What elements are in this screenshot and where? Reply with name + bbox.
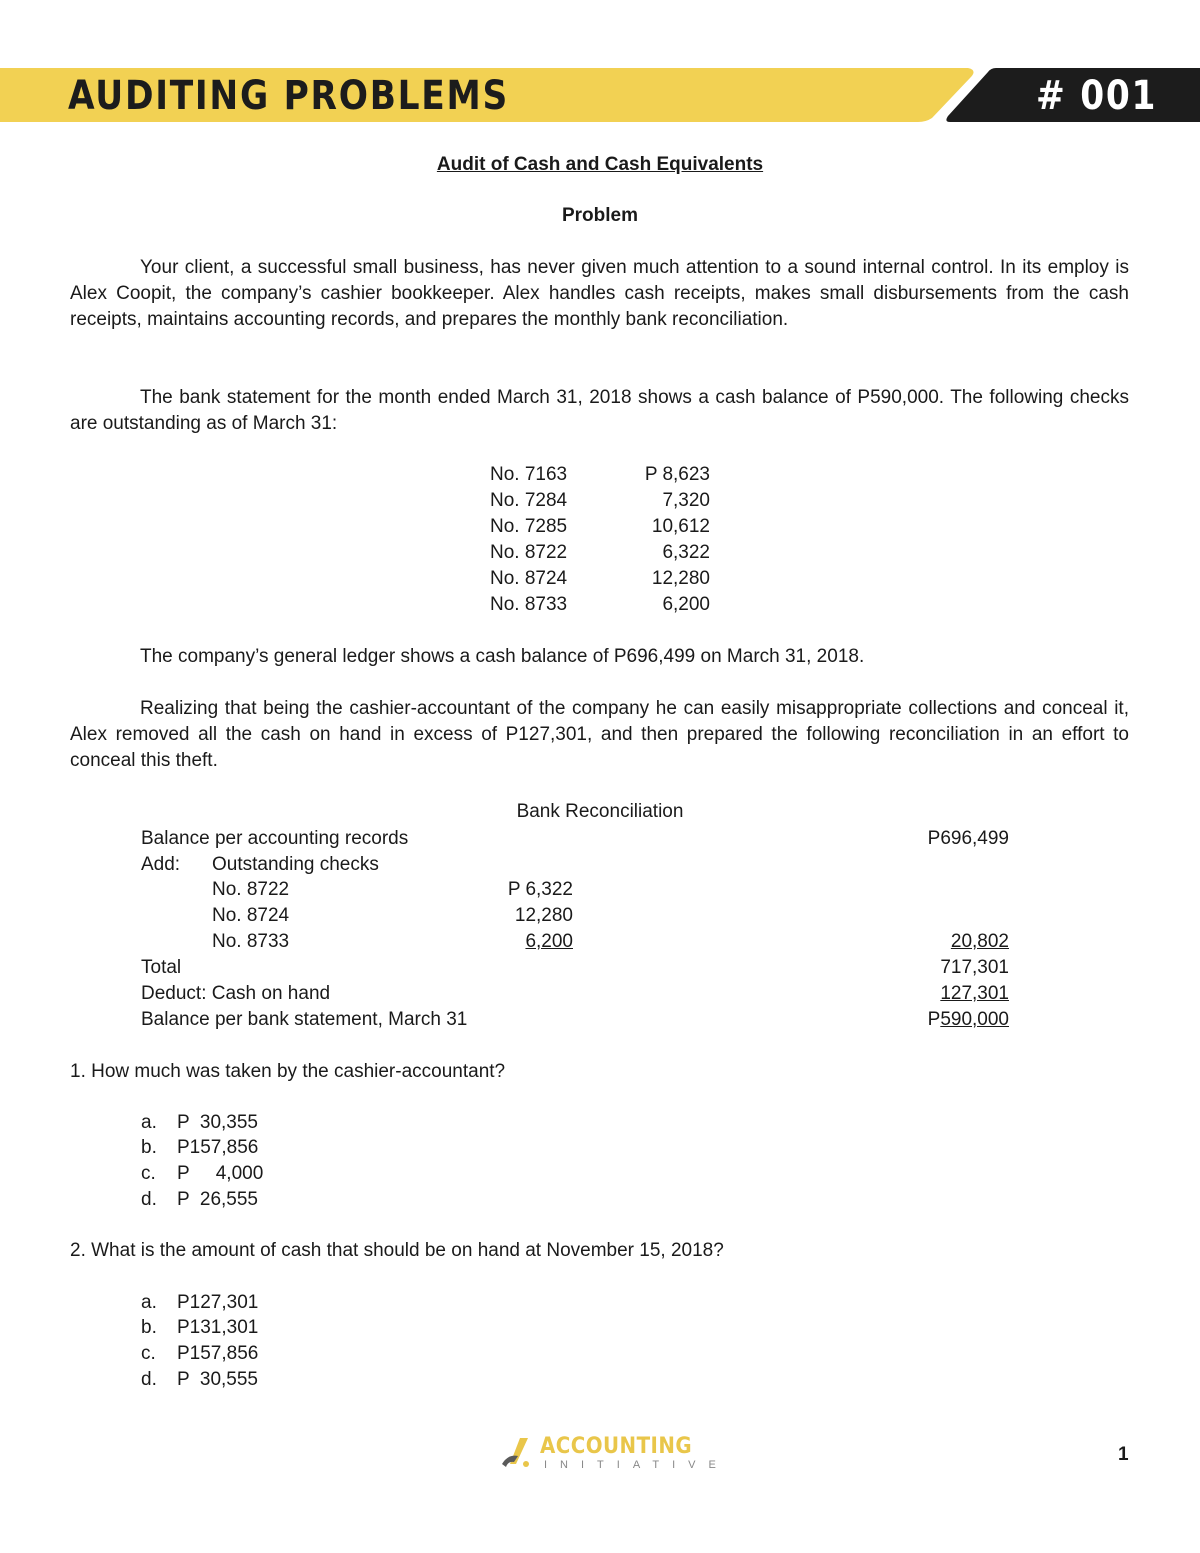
paragraph-general-ledger: The company’s general ledger shows a cash balance of P696,499 on March 31, 2018. bbox=[140, 646, 865, 667]
bank-balance-prefix: P bbox=[927, 1009, 941, 1030]
recon-check-amount bbox=[473, 929, 573, 955]
recon-check-number: No. 8733 bbox=[212, 931, 290, 952]
option-letter: a. bbox=[141, 1112, 157, 1133]
document-title: Audit of Cash and Cash Equivalents bbox=[436, 154, 764, 175]
reconciliation-title: Bank Reconciliation bbox=[516, 801, 684, 822]
bank-balance-value bbox=[880, 1007, 1009, 1033]
option-letter: b. bbox=[141, 1317, 157, 1338]
option-value: P131,301 bbox=[177, 1317, 259, 1338]
logo-sub-text: INITIATIVE bbox=[544, 1459, 729, 1471]
document-subtitle: Problem bbox=[561, 205, 639, 226]
deduct-value bbox=[880, 981, 1009, 1007]
paragraph-theft: Realizing that being the cashier-accountant of the company he can easily misappropriate collections and conceal it, Alex removed all the cash on hand in excess of P127,301, and then prepared the following reconciliation in an effort to conceal this theft. bbox=[70, 698, 1129, 771]
deduct-label: Deduct: Cash on hand bbox=[141, 983, 331, 1004]
question-text: 2. What is the amount of cash that should be on hand at November 15, 2018? bbox=[70, 1240, 724, 1261]
footer-logo bbox=[498, 1434, 729, 1474]
add-total-text: 20,802 bbox=[950, 931, 1009, 952]
bank-balance-amount: 590,000 bbox=[940, 1009, 1009, 1030]
option-value: P157,856 bbox=[177, 1343, 259, 1364]
check-amount: 10,612 bbox=[651, 516, 710, 537]
check-number: No. 8724 bbox=[490, 568, 568, 589]
recon-check-amount: P 6,322 bbox=[507, 879, 573, 900]
total-label: Total bbox=[141, 957, 182, 978]
check-number: No. 8733 bbox=[490, 594, 568, 615]
option-value: P157,856 bbox=[177, 1137, 259, 1158]
deduct-value-text: 127,301 bbox=[940, 983, 1009, 1004]
add-label: Add: bbox=[141, 854, 181, 875]
logo-mark-icon bbox=[498, 1434, 540, 1474]
option-value: P 30,555 bbox=[177, 1369, 259, 1390]
option-letter: d. bbox=[141, 1189, 157, 1210]
question-text: 1. How much was taken by the cashier-accountant? bbox=[70, 1061, 506, 1082]
logo-main-text: ACCOUNTING bbox=[540, 1434, 693, 1459]
recon-check-number: No. 8722 bbox=[212, 879, 290, 900]
option-value: P127,301 bbox=[177, 1292, 259, 1313]
outstanding-checks-label: Outstanding checks bbox=[212, 854, 379, 875]
check-number: No. 7284 bbox=[490, 490, 568, 511]
check-number: No. 8722 bbox=[490, 542, 568, 563]
page-number: 1 bbox=[1118, 1444, 1129, 1465]
option-value: P 30,355 bbox=[177, 1112, 259, 1133]
check-amount: 12,280 bbox=[651, 568, 710, 589]
check-number: No. 7163 bbox=[490, 464, 568, 485]
check-amount: 6,200 bbox=[662, 594, 710, 615]
check-amount: 6,322 bbox=[662, 542, 710, 563]
recon-check-amount-text: 6,200 bbox=[525, 931, 573, 952]
option-letter: b. bbox=[141, 1137, 157, 1158]
option-letter: d. bbox=[141, 1369, 157, 1390]
recon-check-number: No. 8724 bbox=[212, 905, 290, 926]
check-amount: 7,320 bbox=[662, 490, 710, 511]
option-letter: a. bbox=[141, 1292, 157, 1313]
total-value: 717,301 bbox=[940, 957, 1009, 978]
paragraph-client: Your client, a successful small business, has never given much attention to a sound internal control. In its employ is Alex Coopit, the company’s cashier bookkeeper. Alex handles cash receipts, makes small disbursements from the cash receipts, maintains accounting records, and prepares the monthly bank reconciliation. bbox=[70, 257, 1129, 330]
recon-check-amount: 12,280 bbox=[514, 905, 573, 926]
header-banner bbox=[0, 0, 1200, 130]
paragraph-bank-statement: The bank statement for the month ended March 31, 2018 shows a cash balance of P590,000. The following checks are outstanding as of March 31: bbox=[70, 387, 1129, 434]
bank-balance-label: Balance per bank statement, March 31 bbox=[141, 1009, 468, 1030]
option-letter: c. bbox=[141, 1163, 156, 1184]
balance-records-value: P696,499 bbox=[927, 828, 1009, 849]
banner-number: # 001 bbox=[1036, 73, 1158, 119]
balance-records-label: Balance per accounting records bbox=[141, 828, 409, 849]
option-value: P 4,000 bbox=[177, 1163, 264, 1184]
option-letter: c. bbox=[141, 1343, 156, 1364]
add-total bbox=[880, 929, 1009, 955]
banner-title: AUDITING PROBLEMS bbox=[68, 73, 509, 119]
option-value: P 26,555 bbox=[177, 1189, 259, 1210]
check-amount: P 8,623 bbox=[644, 464, 710, 485]
check-number: No. 7285 bbox=[490, 516, 568, 537]
